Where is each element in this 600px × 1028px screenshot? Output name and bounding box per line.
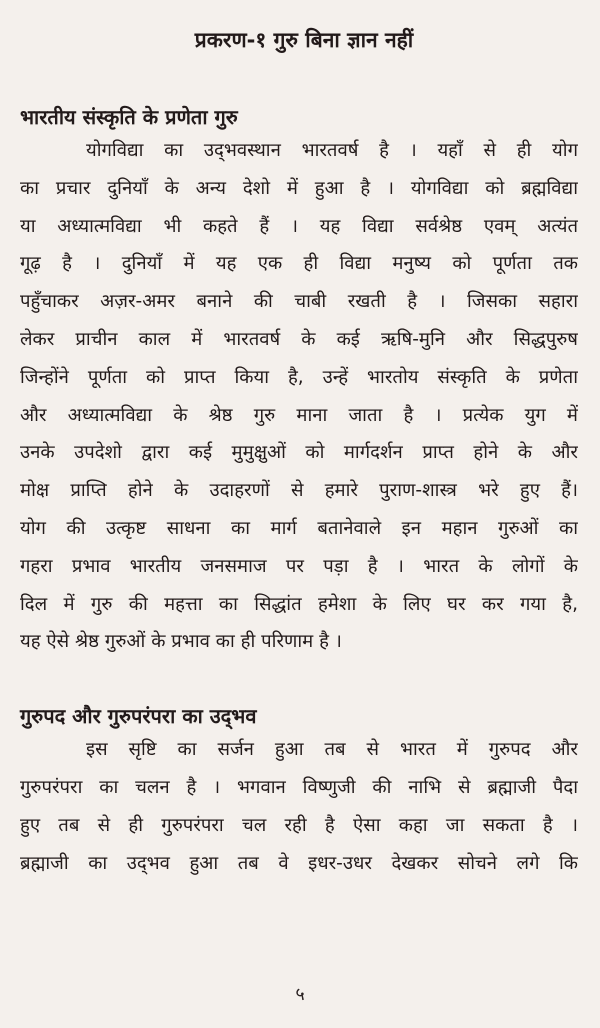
- text-line: जिन्होंने पूर्णता को प्राप्त किया है, उन्हें भारतोय संस्कृति के प्रणेता: [20, 366, 578, 388]
- text-line: उनके उपदेशो द्वारा कई मुमुक्षुओं को मार्गदर्शन प्राप्त होने के और: [20, 442, 578, 464]
- page-number: ५: [295, 984, 305, 1005]
- text-line: का प्रचार दुनियाँ के अन्य देशो में हुआ है । योगविद्या को ब्रह्मविद्या: [20, 177, 578, 199]
- section-heading-2: गुरुपद और गुरुपरंपरा का उद्‌भव: [20, 704, 257, 729]
- text-line: या अध्यात्मविद्या भी कहते हैं । यह विद्या सर्वश्रेष्ठ एवम् अत्यंत: [20, 215, 578, 237]
- text-line: गूढ़ है । दुनियाँ में यह एक ही विद्या मनुष्य को पूर्णता तक: [20, 253, 578, 275]
- text-line: यह ऐसे श्रेष्ठ गुरुओं के प्रभाव का ही परिणाम है ।: [20, 631, 342, 653]
- section-2-paragraph: [20, 731, 578, 882]
- text-line: मोक्ष प्राप्ति होने के उदाहरणों से हमारे पुराण-शास्त्र भरे हुए हैं।: [20, 480, 578, 502]
- text-line: इस सृष्टि का सर्जन हुआ तब से भारत में गुरुपद और: [86, 739, 578, 761]
- text-line: और अध्यात्मविद्या के श्रेष्ठ गुरु माना जाता है । प्रत्येक युग में: [20, 404, 578, 426]
- text-line: योगविद्या का उद्‌भवस्थान भारतवर्ष है । यहाँ से ही योग: [86, 140, 578, 161]
- text-line: पहुँचाकर अज़र-अमर बनाने की चाबी रखती है । जिसका सहारा: [20, 291, 578, 313]
- text-line: योग की उत्कृष्ट साधना का मार्ग बतानेवाले इन महान गुरुओं का: [20, 517, 578, 539]
- text-line: ब्रह्माजी का उद्‌भव हुआ तब वे इधर-उधर देखकर सोचने लगे कि: [20, 852, 578, 874]
- text-line: हुए तब से ही गुरुपरंपरा चल रही है ऐसा कहा जा सकता है ।: [20, 814, 578, 836]
- text-line: गुरुपरंपरा का चलन है । भगवान विष्णुजी की नाभि से ब्रह्माजी पैदा: [20, 776, 578, 798]
- section-1-paragraph: [20, 132, 578, 661]
- section-heading-1: भारतीय संस्कृति के प्रणेता गुरु: [20, 105, 238, 129]
- text-line: गहरा प्रभाव भारतीय जनसमाज पर पड़ा है । भारत के लोगों के: [20, 555, 578, 577]
- section-gap: [20, 661, 578, 701]
- text-line: लेकर प्राचीन काल में भारतवर्ष के कई ऋषि-मुनि और सिद्धपुरुष: [20, 328, 578, 350]
- text-line: दिल में गुरु की महत्ता का सिद्धांत हमेशा के लिए घर कर गया है,: [20, 593, 578, 615]
- chapter-title: प्रकरण-१ गुरु बिना ज्ञान नहीं: [194, 28, 414, 52]
